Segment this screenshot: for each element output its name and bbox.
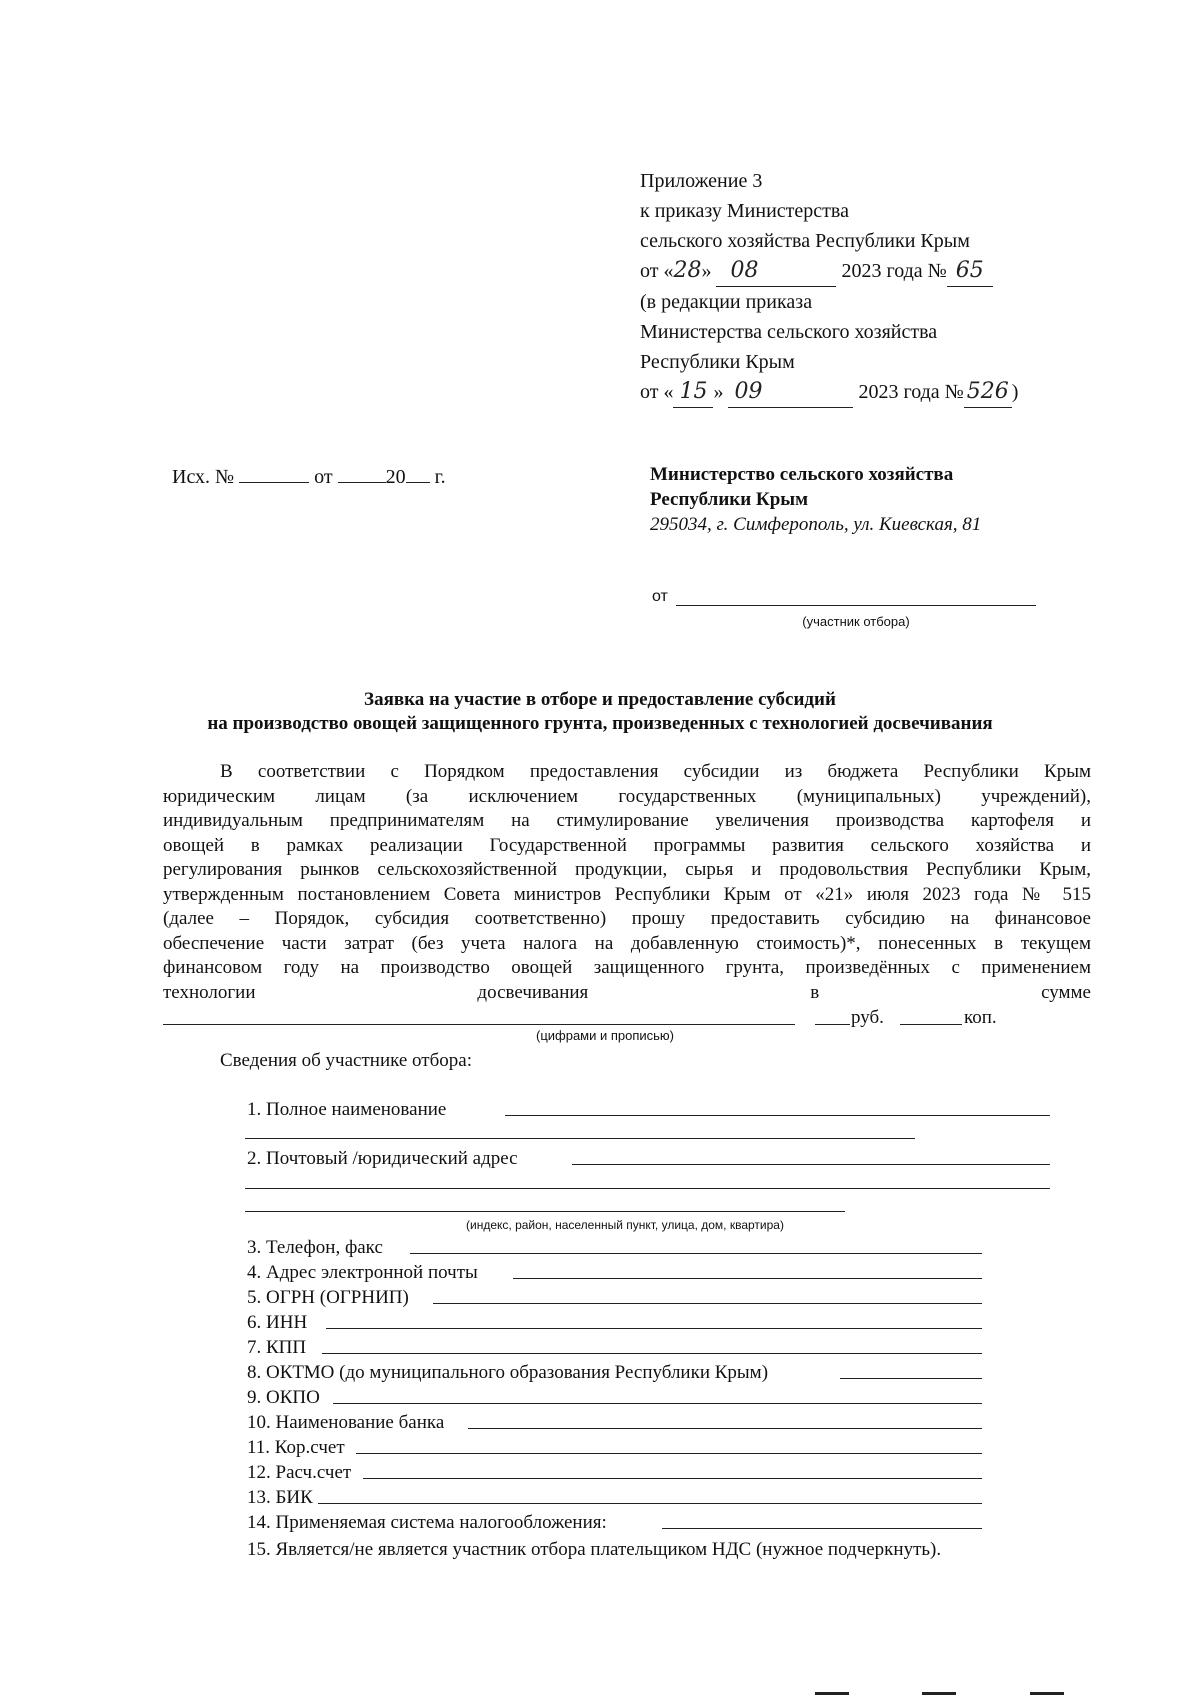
scan-mark-3	[1030, 1692, 1064, 1695]
field-2-label: 2. Почтовый /юридический адрес	[247, 1148, 518, 1169]
order-2-line	[640, 377, 1060, 408]
redaction-line-1: (в редакции приказа	[640, 291, 813, 313]
body-line-2: юридическим лицам (за исключением государственных (муниципальных) учреждений),	[163, 785, 1091, 807]
outgoing-number	[172, 462, 446, 492]
field-11-label: 11. Кор.счет	[247, 1437, 345, 1458]
field-3-input[interactable]	[410, 1253, 982, 1254]
scan-mark-1	[815, 1692, 849, 1695]
field-7-label: 7. КПП	[247, 1337, 307, 1358]
outgoing-date-blank	[338, 464, 386, 483]
order-2-year-text: 2023 года №	[858, 381, 964, 403]
recipient-line-2: Республики Крым	[650, 489, 809, 510]
recipient-block	[650, 462, 1070, 537]
field-10-input[interactable]	[468, 1428, 982, 1429]
amount-rub-label: руб.	[851, 1007, 884, 1028]
field-1-label: 1. Полное наименование	[247, 1099, 447, 1120]
body-line-1: В соответствии с Порядком предоставления субсидии из бюджета Республики Крым	[220, 761, 1091, 782]
title-line-1: Заявка на участие в отборе и предоставление субсидий	[364, 689, 836, 710]
outgoing-year-blank	[406, 464, 430, 483]
outgoing-no-label: Исх. №	[172, 466, 235, 488]
recipient-line-1: Министерство сельского хозяйства	[650, 464, 954, 485]
field-1-input[interactable]	[505, 1115, 1050, 1116]
field-13-label: 13. БИК	[247, 1487, 313, 1508]
outgoing-from-label: от	[314, 466, 333, 488]
order-2-day: 15	[679, 379, 708, 404]
amount-kop-label: коп.	[964, 1007, 997, 1028]
header-line-1: Приложение 3	[640, 170, 763, 192]
from-caption: (участник отбора)	[802, 614, 910, 629]
order-2-suffix: )	[1011, 381, 1019, 403]
order-2-month: 09	[734, 379, 763, 404]
appendix-header	[640, 166, 1060, 408]
amount-words-blank	[163, 1024, 795, 1025]
body-line-3: индивидуальным предпринимателям на стимулирование увеличения производства картофеля и	[163, 810, 1091, 831]
amount-rub-blank	[815, 1024, 850, 1025]
field-14-input[interactable]	[662, 1528, 982, 1529]
field-10-label: 10. Наименование банка	[247, 1412, 445, 1433]
field-1-input-line-2[interactable]	[245, 1138, 915, 1139]
info-heading: Сведения об участнике отбора:	[220, 1050, 472, 1071]
field-13-input[interactable]	[318, 1503, 982, 1504]
body-line-8: обеспечение части затрат (без учета налога на добавленную стоимость)*, понесенных в текущем	[163, 932, 1091, 954]
order-1-month: 08	[730, 258, 759, 283]
title-line-2: на производство овощей защищенного грунта, произведенных с технологией досвечивания	[207, 713, 993, 734]
order-1-prefix: от «	[640, 260, 674, 282]
field-4-input[interactable]	[513, 1278, 982, 1279]
order-1-day: 28	[673, 258, 702, 283]
order-1-number: 65	[955, 258, 984, 283]
outgoing-year-label: 20	[385, 466, 406, 488]
field-12-input[interactable]	[363, 1478, 982, 1479]
field-5-input[interactable]	[433, 1303, 982, 1304]
body-line-6: утвержденным постановлением Совета министров Республики Крым от «21» июля 2023 года № 515	[163, 883, 1091, 905]
field-4-label: 4. Адрес электронной почты	[247, 1262, 478, 1283]
redaction-line-2: Министерства сельского хозяйства	[640, 321, 938, 343]
field-8-input[interactable]	[840, 1378, 982, 1379]
order-2-mid: »	[713, 381, 724, 403]
field-3-label: 3. Телефон, факс	[247, 1237, 383, 1258]
order-1-line	[640, 256, 1060, 287]
body-line-7: (далее – Порядок, субсидия соответственно) прошу предоставить субсидию на финансовое	[163, 908, 1091, 929]
field-2-input[interactable]	[572, 1164, 1050, 1165]
amount-kop-blank	[900, 1024, 962, 1025]
from-label: от	[652, 588, 668, 605]
order-2-prefix: от «	[640, 381, 674, 403]
field-2-input-line-3[interactable]	[245, 1211, 845, 1212]
body-paragraph	[163, 760, 1091, 1005]
body-line-10: технологии досвечивания в сумме	[163, 981, 1091, 1003]
header-line-2: к приказу Министерства	[640, 200, 849, 222]
order-1-year-text: 2023 года №	[841, 260, 947, 282]
outgoing-no-blank	[239, 464, 309, 483]
field-9-input[interactable]	[333, 1403, 982, 1404]
redaction-line-3: Республики Крым	[640, 351, 795, 373]
amount-caption: (цифрами и прописью)	[535, 1028, 675, 1043]
from-blank	[676, 605, 1036, 606]
outgoing-g-label: г.	[434, 466, 446, 488]
field-11-input[interactable]	[356, 1453, 982, 1454]
order-2-number: 526	[966, 379, 1009, 404]
document-title	[100, 688, 1100, 736]
field-9-label: 9. ОКПО	[247, 1387, 320, 1408]
field-6-input[interactable]	[326, 1328, 982, 1329]
field-14-label: 14. Применяемая система налогообложения:	[247, 1512, 607, 1533]
field-15-label: 15. Является/не является участник отбора плательщиком НДС (нужное подчеркнуть).	[247, 1539, 942, 1560]
recipient-address: 295034, г. Симферополь, ул. Киевская, 81	[650, 514, 982, 535]
field-7-input[interactable]	[322, 1353, 982, 1354]
body-line-5: регулирования рынков сельскохозяйственной продукции, сырья и продовольствия Республики Крым,	[163, 859, 1091, 880]
field-8-label: 8. ОКТМО (до муниципального образования Республики Крым)	[247, 1362, 769, 1383]
field-2-input-line-2[interactable]	[245, 1188, 1050, 1189]
field-2-caption: (индекс, район, населенный пункт, улица, дом, квартира)	[466, 1218, 784, 1232]
body-line-9: финансовом году на производство овощей защищенного грунта, произведённых с применением	[163, 957, 1091, 978]
field-12-label: 12. Расч.счет	[247, 1462, 352, 1483]
field-5-label: 5. ОГРН (ОГРНИП)	[247, 1287, 409, 1308]
scan-mark-2	[922, 1692, 956, 1695]
body-line-4: овощей в рамках реализации Государственной программы развития сельского хозяйства и	[163, 834, 1091, 856]
header-line-3: сельского хозяйства Республики Крым	[640, 230, 970, 252]
order-1-mid: »	[701, 260, 712, 282]
field-6-label: 6. ИНН	[247, 1312, 308, 1333]
